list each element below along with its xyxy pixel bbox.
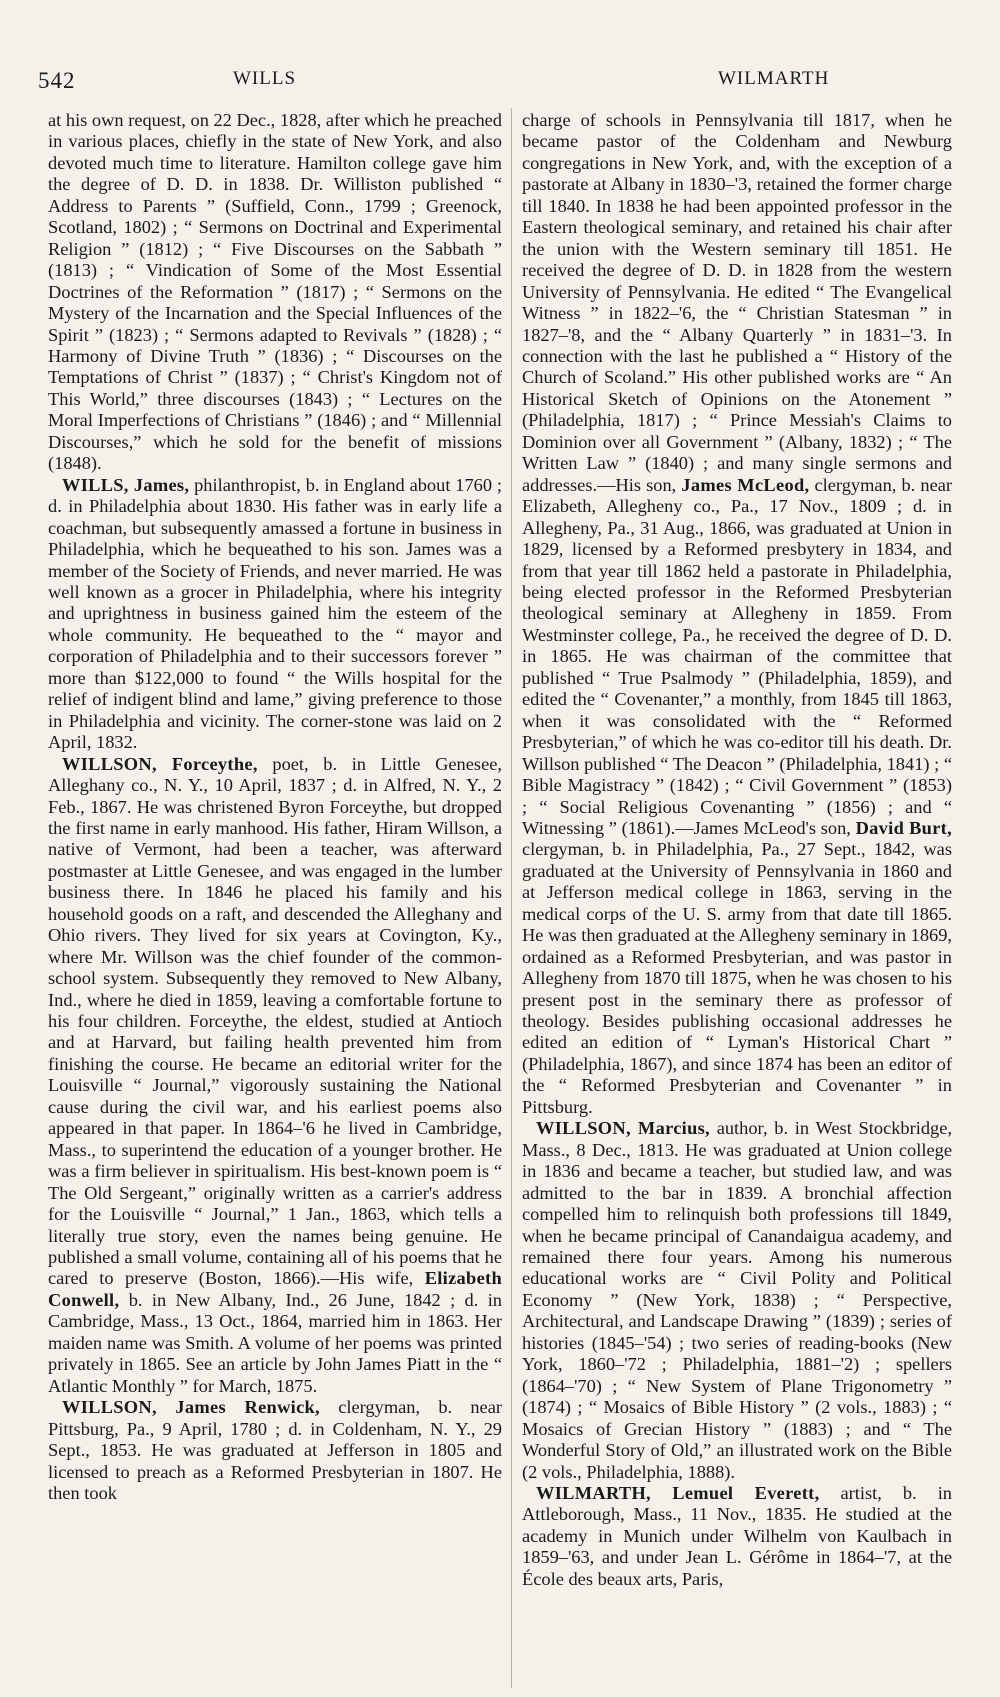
entry-willson-forceythe <box>48 754 502 1398</box>
sub-entry-headword: Elizabeth Conwell, <box>48 1268 502 1310</box>
entry-willson-marcius <box>522 1118 952 1483</box>
left-running-title: WILLS <box>233 68 297 89</box>
sub-entry-headword: James McLeod, <box>681 474 810 495</box>
entry-headword: WILLS, James, <box>62 474 190 495</box>
entry-text: artist, b. in Attleborough, Mass., 11 Nov., 1835. He studied at the academy in Munich under Wilhelm von Kaulbach in 1859–'63, and under Jean L. Gérôme in 1864–'7, at the École des beaux arts, Paris, <box>522 1483 952 1589</box>
entry-text: author, b. in West Stockbridge, Mass., 8 Dec., 1813. He was graduated at Union college in 1836 and became a teacher, but studied law, and was admitted to the bar in 1839. A bronchial affection compelled him to relinquish both professions till 1849, when he became principal of Canandaigua academy, and remained there four years. Among his numerous educational works are “ Civil Polity and Political Economy ” (New York, 1838) ; “ Perspective, Architectural, and Landscape Drawing ” (1839) ; series of histories (1845–'54) ; two series of reading-books (New York, 1860–'72 ; Philadelphia, 1881–'2) ; spellers (1864–'70) ; “ New System of Plane Trigonometry ” (1874) ; “ Mosaics of Bible History ” (2 vols., 1883) ; “ Mosaics of Grecian History ” (1883) ; and “ The Wonderful Story of Old,” an illustrated work on the Bible (2 vols., Philadelphia, 1888). <box>522 1118 953 1482</box>
sub-entry-text: clergyman, b. near Elizabeth, Allegheny co., Pa., 17 Nov., 1809 ; d. in Allegheny, Pa., 31 Aug., 1866, was graduated at Union in 1829, licensed by a Reformed presbytery in 1834, and from that year till 1862 held a pastorate in Philadelphia, being elected professor in the Reformed Presbyterian theological seminary at Allegheny in 1859. From Westminster college, Pa., he received the degree of D. D. in 1865. He was chairman of the committee that published “ True Psalmody ” (Philadelphia, 1859), and edited the “ Covenanter,” a monthly, from 1845 till 1863, when it was consolidated with the “ Reformed Presbyterian,” of which he was co-editor till his death. Dr. Willson published “ The Deacon ” (Philadelphia, 1841) ; “ Bible Magistracy ” (1842) ; “ Civil Government ” (1853) ; “ Social Religious Covenanting ” (1856) ; and “ Witnessing ” (1861).—James McLeod's son, <box>522 474 953 838</box>
entry-text: clergyman, b. near Pittsburg, Pa., 9 April, 1780 ; d. in Coldenham, N. Y., 29 Sept., 1853. He was graduated at Jefferson in 1805 and licensed to preach as a Reformed Presbyterian in 1807. He then took <box>48 1397 503 1503</box>
entry-headword: WILLSON, Marcius, <box>536 1118 710 1139</box>
entry-text: poet, b. in Little Genesee, Alleghany co., N. Y., 10 April, 1837 ; d. in Alfred, N. Y., 2 Feb., 1867. He was christened Byron Forceythe, but dropped the first name in early manhood. His father, Hiram Willson, a native of Vermont, had been a teacher, was afterward postmaster at Little Genesee, and was engaged in the lumber business there. In 1846 he placed his family and his household goods on a raft, and descended the Alleghany and Ohio rivers. They lived for six years at Covington, Ky., where Mr. Willson was the chief founder of the common-school system. Subsequently they removed to New Albany, Ind., where he died in 1859, leaving a comfortable fortune to his four children. Forceythe, the eldest, studied at Antioch and at Harvard, but failing health prevented him from finishing the course. He became an editorial writer for the Louisville “ Journal,” vigorously sustaining the National cause during the civil war, and his earliest poems also appeared in that paper. In 1864–'6 he lived in Cambridge, Mass., to superintend the education of a younger brother. He was a firm believer in spiritualism. His best-known poem is “ The Old Sergeant,” originally written as a carrier's address for the Louisville “ Journal,” 1 Jan., 1863, which tells a literally true story, even the names being genuine. He published a small volume, containing all of his poems that he cared to preserve (Boston, 1866).—His wife, <box>48 753 502 1289</box>
entry-wilmarth-lemuel-everett <box>522 1483 952 1590</box>
entry-text: philanthropist, b. in England about 1760 ; d. in Philadelphia about 1830. His father was in early life a coachman, but subsequently amassed a fortune in business in Philadelphia, which he bequeathed to his son. James was a member of the Society of Friends, and never married. He was well known as a grocer in Philadelphia, where his integrity and uprightness in business gained him the esteem of the whole community. He bequeathed to the “ mayor and corporation of Philadelphia and to their successors forever ” more than $122,000 to found “ the Wills hospital for the relief of indigent blind and lame,” giving preference to those in Philadelphia and vicinity. The corner-stone was laid on 2 April, 1832. <box>48 474 502 753</box>
left-column <box>48 110 502 1504</box>
entry-text: charge of schools in Pennsylvania till 1817, when he became pastor of the Coldenham and Newburg congregations in New York, and, with the exception of a pastorate at Albany in 1830–'3, retained the former charge till 1840. In 1838 he had been appointed professor in the Eastern theological seminary, and retained his chair after the union with the Western seminary till 1851. He received the degree of D. D. in 1828 from the western University of Pennsylvania. He edited “ The Evangelical Witness ” in 1822–'6, the “ Christian Statesman ” in 1827–'8, and the “ Albany Quarterly ” in 1831–'3. In connection with the last he published a “ History of the Church of Scoland.” His other published works are “ An Historical Sketch of Opinions on the Atonement ” (Philadelphia, 1817) ; “ Prince Messiah's Claims to Dominion over all Government ” (Albany, 1832) ; “ The Written Law ” (1840) ; and many single sermons and addresses.—His son, <box>522 110 952 495</box>
running-head <box>38 64 940 94</box>
right-column <box>522 110 952 1590</box>
sub-entry-headword: David Burt, <box>855 817 952 838</box>
entry-headword: WILLSON, James Renwick, <box>62 1397 320 1418</box>
renwick-continued-paragraph <box>522 110 952 1118</box>
entry-willson-james-renwick <box>48 1397 502 1504</box>
sub-entry-text: clergyman, b. in Philadelphia, Pa., 27 Sept., 1842, was graduated at the University of Pennsylvania in 1860 and at Jefferson medical college in 1863, serving in the medical corps of the U. S. army from that date till 1865. He was then graduated at the Allegheny seminary in 1869, ordained as a Reformed Presbyterian, and was pastor in Allegheny from 1870 till 1875, when he was chosen to his present post in the seminary there as professor of theology. Besides publishing occasional addresses he edited an edition of “ Lyman's Historical Chart ” (Philadelphia, 1867), and since 1874 has been an editor of the “ Reformed Presbyterian and Covenanter ” in Pittsburg. <box>522 839 953 1117</box>
entry-headword: WILMARTH, Lemuel Everett, <box>536 1483 820 1503</box>
entry-wills-james <box>48 475 502 754</box>
williston-continued-paragraph: at his own request, on 22 Dec., 1828, after which he preached in various places, chiefly in the state of New York, and also devoted much time to literature. Hamilton college gave him the degree of D. D. in 1838. Dr. Williston published “ Address to Parents ” (Suffield, Conn., 1799 ; Greenock, Scotland, 1802) ; “ Sermons on Doctrinal and Experimental Religion ” (1812) ; “ Five Discourses on the Sabbath ” (1813) ; “ Vindication of Some of the Most Essential Doctrines of the Reformation ” (1817) ; “ Sermons on the Mystery of the Incarnation and the Special Influences of the Spirit ” (1823) ; “ Sermons adapted to Revivals ” (1828) ; “ Harmony of Divine Truth ” (1836) ; “ Discourses on the Temptations of Christ ” (1837) ; “ Christ's Kingdom not of This World,” three discourses (1843) ; “ Lectures on the Moral Imperfections of Christians ” (1846) ; and “ Millennial Discourses,” which he sold for the benefit of missions (1848). <box>48 110 502 474</box>
sub-entry-text: b. in New Albany, Ind., 26 June, 1842 ; d. in Cambridge, Mass., 13 Oct., 1864, married him in 1863. Her maiden name was Smith. A volume of her poems was printed privately in 1865. See an article by John James Piatt in the “ Atlantic Monthly ” for March, 1875. <box>48 1289 502 1396</box>
column-divider <box>511 108 512 1688</box>
page-number: 542 <box>38 68 76 93</box>
right-running-title: WILMARTH <box>718 68 830 89</box>
entry-headword: WILLSON, Forceythe, <box>62 753 258 774</box>
